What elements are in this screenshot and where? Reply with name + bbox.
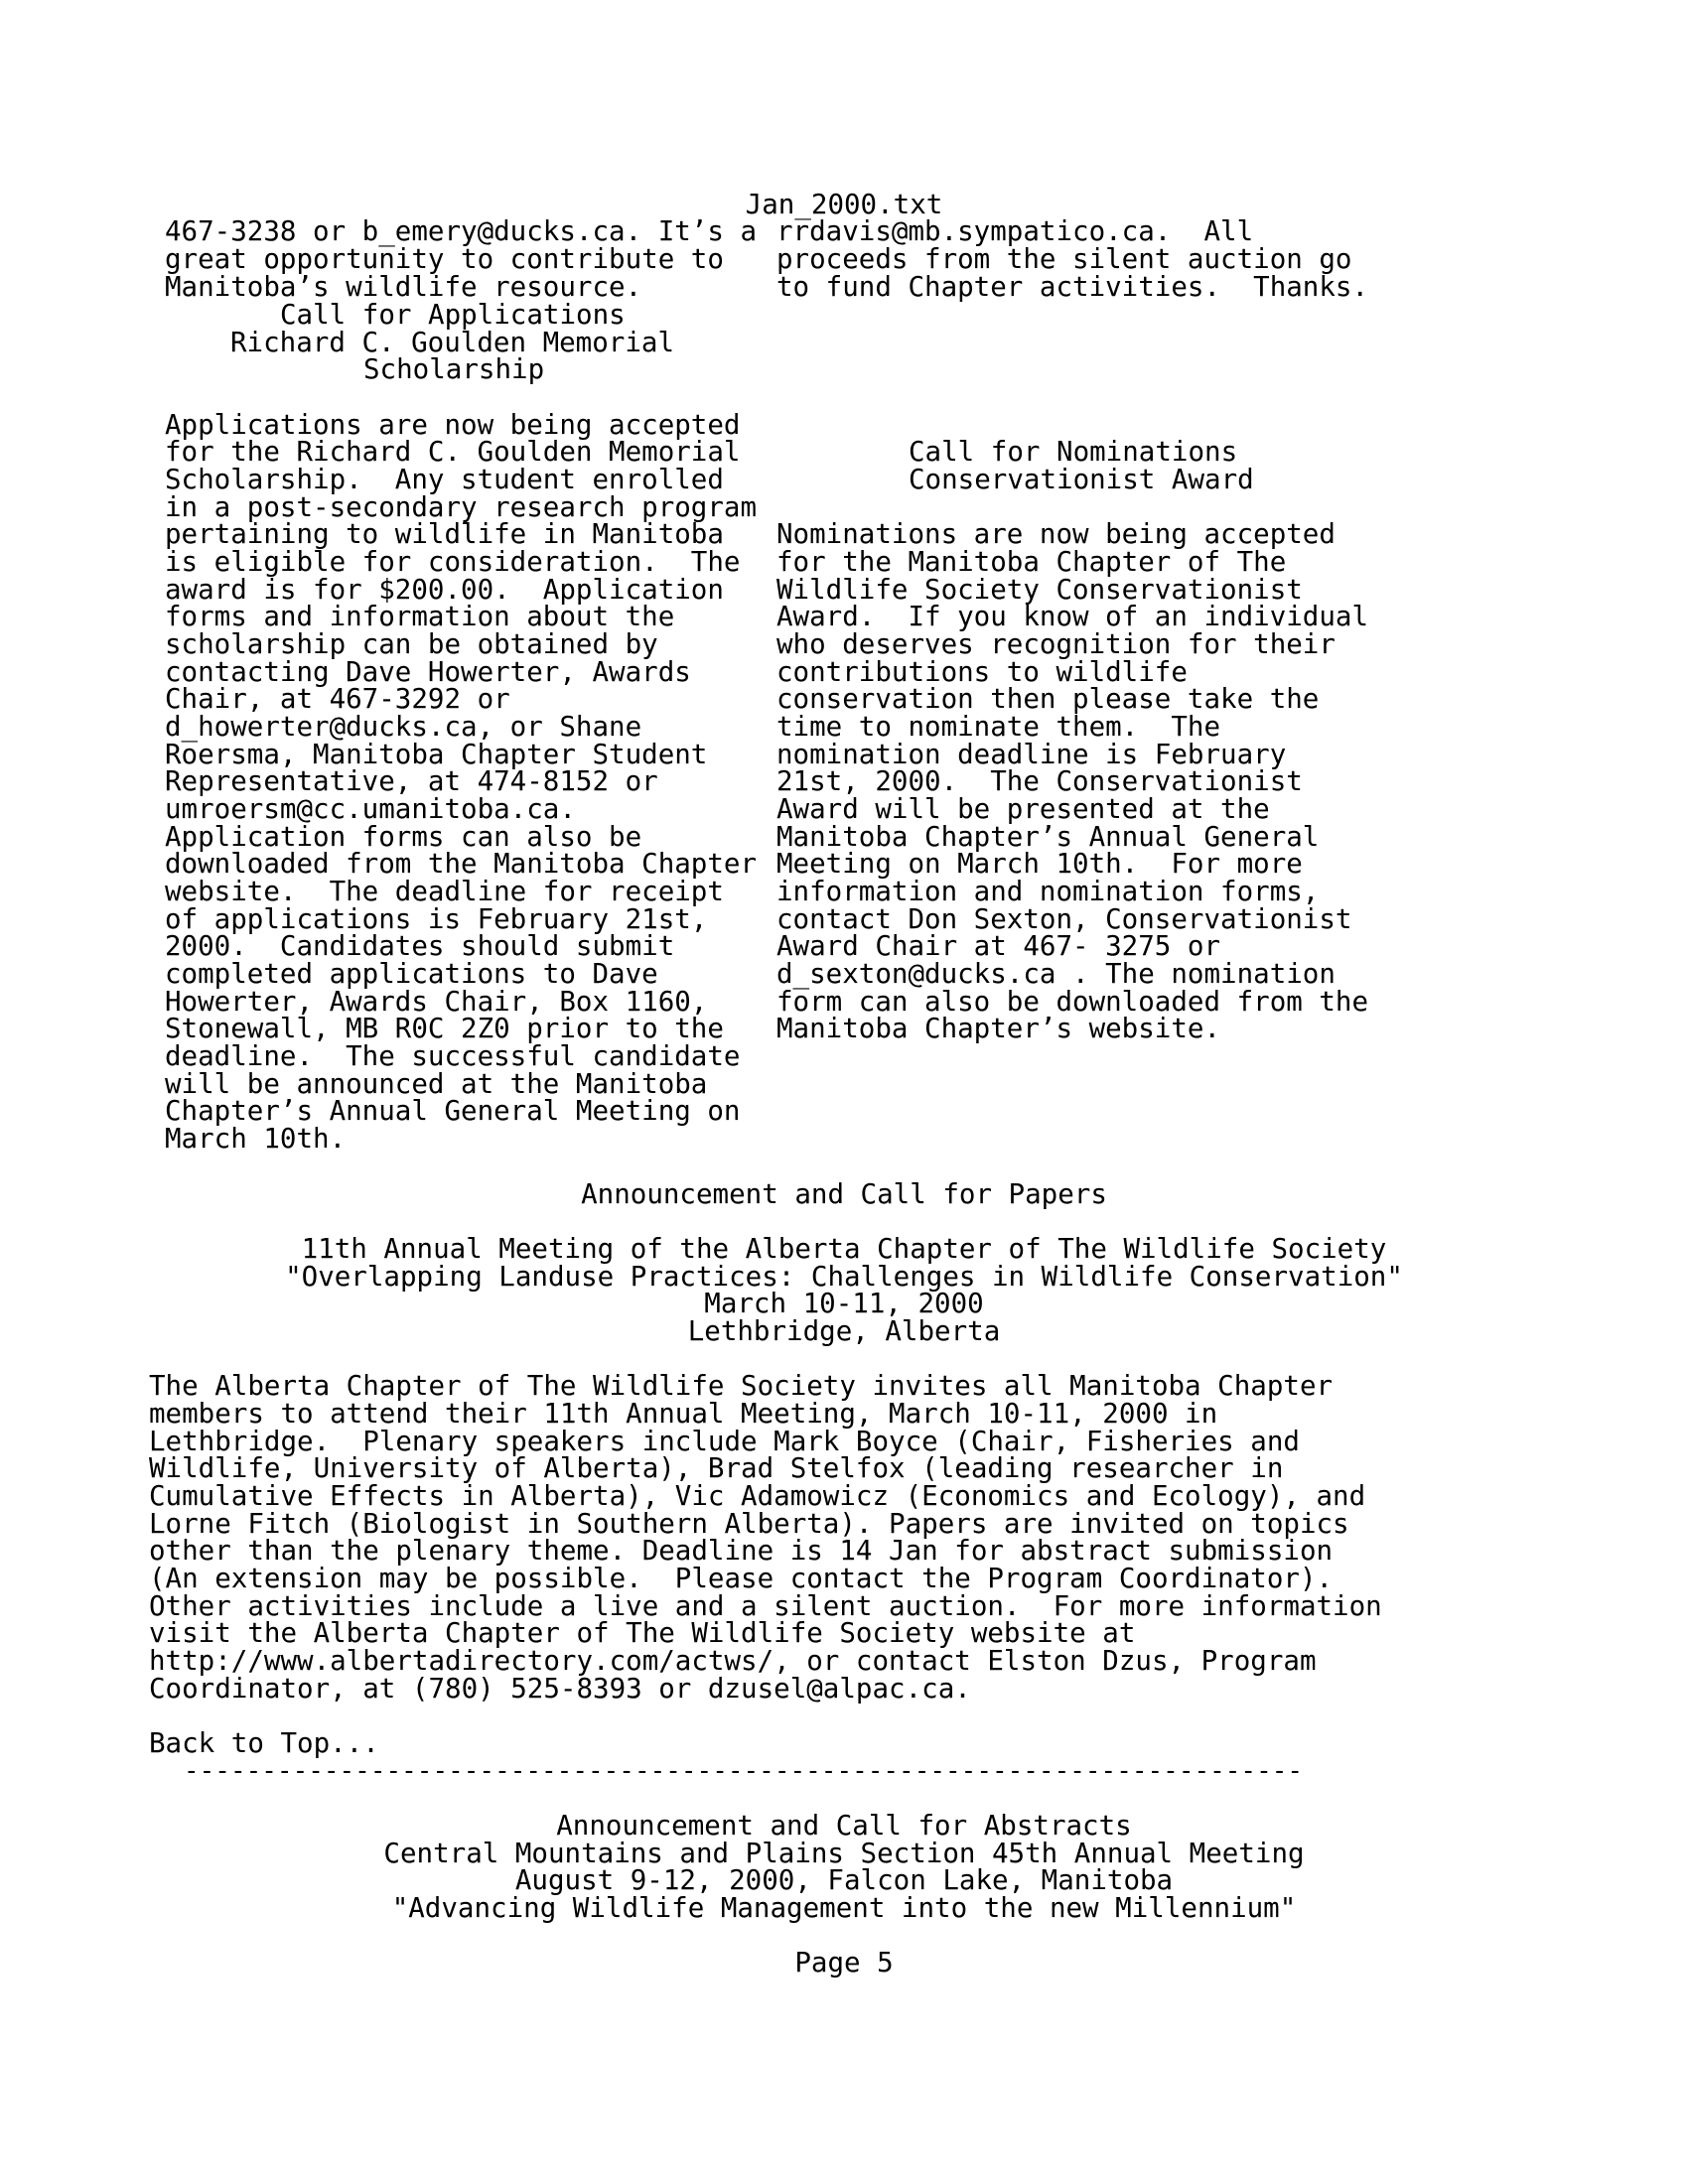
papers-subheading: Lethbridge, Alberta bbox=[687, 1315, 1001, 1347]
scholarship-heading: Richard C. Goulden Memorial bbox=[230, 327, 675, 358]
papers-body-line: The Alberta Chapter of The Wildlife Society invites all Manitoba Chapter bbox=[149, 1370, 1334, 1402]
scholarship-body-line: March 10th. bbox=[165, 1123, 347, 1155]
nominations-body-line: Manitoba Chapter’s Annual General bbox=[776, 821, 1320, 853]
nominations-heading: Conservationist Award bbox=[909, 464, 1254, 495]
scholarship-body-line: pertaining to wildlife in Manitoba bbox=[165, 518, 724, 550]
left-continued-line: great opportunity to contribute to bbox=[165, 243, 724, 275]
nominations-body-line: contact Don Sexton, Conservationist bbox=[776, 903, 1352, 935]
scholarship-body-line: umroersm@cc.umanitoba.ca. bbox=[165, 793, 576, 825]
nominations-body-line: d_sexton@ducks.ca . The nomination bbox=[776, 958, 1336, 990]
scholarship-body-line: Roersma, Manitoba Chapter Student bbox=[165, 739, 708, 770]
nominations-body-line: for the Manitoba Chapter of The bbox=[776, 546, 1287, 578]
scholarship-body-line: d_howerter@ducks.ca, or Shane bbox=[165, 711, 642, 743]
scholarship-heading: Scholarship bbox=[363, 353, 545, 385]
nominations-body-line: Manitoba Chapter’s website. bbox=[776, 1013, 1221, 1044]
scholarship-body-line: Scholarship. Any student enrolled bbox=[165, 464, 724, 495]
papers-subheading: 11th Annual Meeting of the Alberta Chapter of The Wildlife Society bbox=[301, 1233, 1387, 1265]
abstracts-heading: "Advancing Wildlife Management into the new Millennium" bbox=[391, 1892, 1297, 1924]
papers-subheading: "Overlapping Landuse Practices: Challenges in Wildlife Conservation" bbox=[285, 1261, 1403, 1293]
scholarship-body-line: in a post-secondary research program bbox=[165, 491, 758, 523]
papers-body-line: (An extension may be possible. Please contact the Program Coordinator). bbox=[149, 1563, 1334, 1594]
papers-body-line: Other activities include a live and a silent auction. For more information bbox=[149, 1590, 1382, 1622]
scholarship-body-line: website. The deadline for receipt bbox=[165, 876, 724, 907]
left-continued-line: Manitoba’s wildlife resource. bbox=[165, 271, 642, 303]
papers-body-line: http://www.albertadirectory.com/actws/, or contact Elston Dzus, Program bbox=[149, 1645, 1317, 1677]
nominations-body-line: information and nomination forms, bbox=[776, 876, 1320, 907]
left-continued-line: 467-3238 or b_emery@ducks.ca. It’s a bbox=[165, 215, 758, 247]
papers-body-line: other than the plenary theme. Deadline is 14 Jan for abstract submission bbox=[149, 1535, 1334, 1567]
scholarship-body-line: Chapter’s Annual General Meeting on bbox=[165, 1095, 741, 1127]
scholarship-body-line: scholarship can be obtained by bbox=[165, 628, 658, 660]
scholarship-body-line: is eligible for consideration. The bbox=[165, 546, 741, 578]
right-continued-line: proceeds from the silent auction go bbox=[776, 243, 1352, 275]
scholarship-body-line: Howerter, Awards Chair, Box 1160, bbox=[165, 986, 708, 1018]
scholarship-body-line: downloaded from the Manitoba Chapter bbox=[165, 848, 758, 880]
papers-body-line: members to attend their 11th Annual Meeting, March 10-11, 2000 in bbox=[149, 1398, 1218, 1430]
nominations-body-line: time to nominate them. The bbox=[776, 711, 1221, 743]
scholarship-body-line: Application forms can also be bbox=[165, 821, 642, 853]
papers-body-line: Cumulative Effects in Alberta), Vic Adamowicz (Economics and Ecology), and bbox=[149, 1480, 1366, 1512]
scholarship-body-line: Representative, at 474-8152 or bbox=[165, 765, 658, 797]
papers-body-line: Lethbridge. Plenary speakers include Mark Boyce (Chair, Fisheries and bbox=[149, 1426, 1300, 1457]
nominations-body-line: conservation then please take the bbox=[776, 683, 1320, 715]
scholarship-body-line: 2000. Candidates should submit bbox=[165, 930, 675, 962]
nominations-body-line: contributions to wildlife bbox=[776, 656, 1188, 688]
nominations-body-line: Nominations are now being accepted bbox=[776, 518, 1336, 550]
scholarship-body-line: completed applications to Dave bbox=[165, 958, 658, 990]
abstracts-heading: Announcement and Call for Abstracts bbox=[556, 1810, 1132, 1842]
scholarship-body-line: for the Richard C. Goulden Memorial bbox=[165, 436, 741, 468]
papers-body-line: Coordinator, at (780) 525-8393 or dzusel@alpac.ca. bbox=[149, 1673, 971, 1705]
papers-body-line: Lorne Fitch (Biologist in Southern Alberta). Papers are invited on topics bbox=[149, 1508, 1349, 1540]
scholarship-body-line: Stonewall, MB R0C 2Z0 prior to the bbox=[165, 1013, 724, 1044]
scholarship-body-line: Applications are now being accepted bbox=[165, 409, 741, 441]
nominations-body-line: form can also be downloaded from the bbox=[776, 986, 1369, 1018]
papers-subheading: March 10-11, 2000 bbox=[704, 1288, 984, 1319]
nominations-heading: Call for Nominations bbox=[909, 436, 1238, 468]
scholarship-body-line: forms and information about the bbox=[165, 601, 675, 632]
nominations-body-line: Meeting on March 10th. For more bbox=[776, 848, 1303, 880]
abstracts-heading: August 9-12, 2000, Falcon Lake, Manitoba bbox=[514, 1864, 1174, 1896]
scholarship-body-line: Chair, at 467-3292 or bbox=[165, 683, 510, 715]
right-continued-line: to fund Chapter activities. Thanks. bbox=[776, 271, 1369, 303]
scholarship-heading: Call for Applications bbox=[280, 299, 626, 331]
scholarship-body-line: of applications is February 21st, bbox=[165, 903, 708, 935]
page-number: Page 5 bbox=[794, 1947, 894, 1979]
nominations-body-line: Award Chair at 467- 3275 or bbox=[776, 930, 1221, 962]
papers-body-line: visit the Alberta Chapter of The Wildlife Society website at bbox=[149, 1617, 1136, 1649]
papers-body-line: Wildlife, University of Alberta), Brad Stelfox (leading researcher in bbox=[149, 1452, 1284, 1484]
nominations-body-line: Award will be presented at the bbox=[776, 793, 1270, 825]
nominations-body-line: 21st, 2000. The Conservationist bbox=[776, 765, 1303, 797]
file-title: Jan_2000.txt bbox=[745, 189, 943, 220]
nominations-body-line: nomination deadline is February bbox=[776, 739, 1287, 770]
section-divider: ------------------------------------------------------------------------ bbox=[184, 1756, 1304, 1786]
nominations-body-line: Wildlife Society Conservationist bbox=[776, 574, 1303, 606]
back-to-top-link[interactable]: Back to Top... bbox=[149, 1727, 379, 1759]
scholarship-body-line: deadline. The successful candidate bbox=[165, 1040, 741, 1072]
nominations-body-line: who deserves recognition for their bbox=[776, 628, 1336, 660]
right-continued-line: rrdavis@mb.sympatico.ca. All bbox=[776, 215, 1254, 247]
scholarship-body-line: award is for $200.00. Application bbox=[165, 574, 724, 606]
nominations-body-line: Award. If you know of an individual bbox=[776, 601, 1369, 632]
papers-heading: Announcement and Call for Papers bbox=[581, 1178, 1107, 1210]
abstracts-heading: Central Mountains and Plains Section 45th Annual Meeting bbox=[383, 1838, 1305, 1869]
scholarship-body-line: will be announced at the Manitoba bbox=[165, 1068, 708, 1100]
scholarship-body-line: contacting Dave Howerter, Awards bbox=[165, 656, 691, 688]
